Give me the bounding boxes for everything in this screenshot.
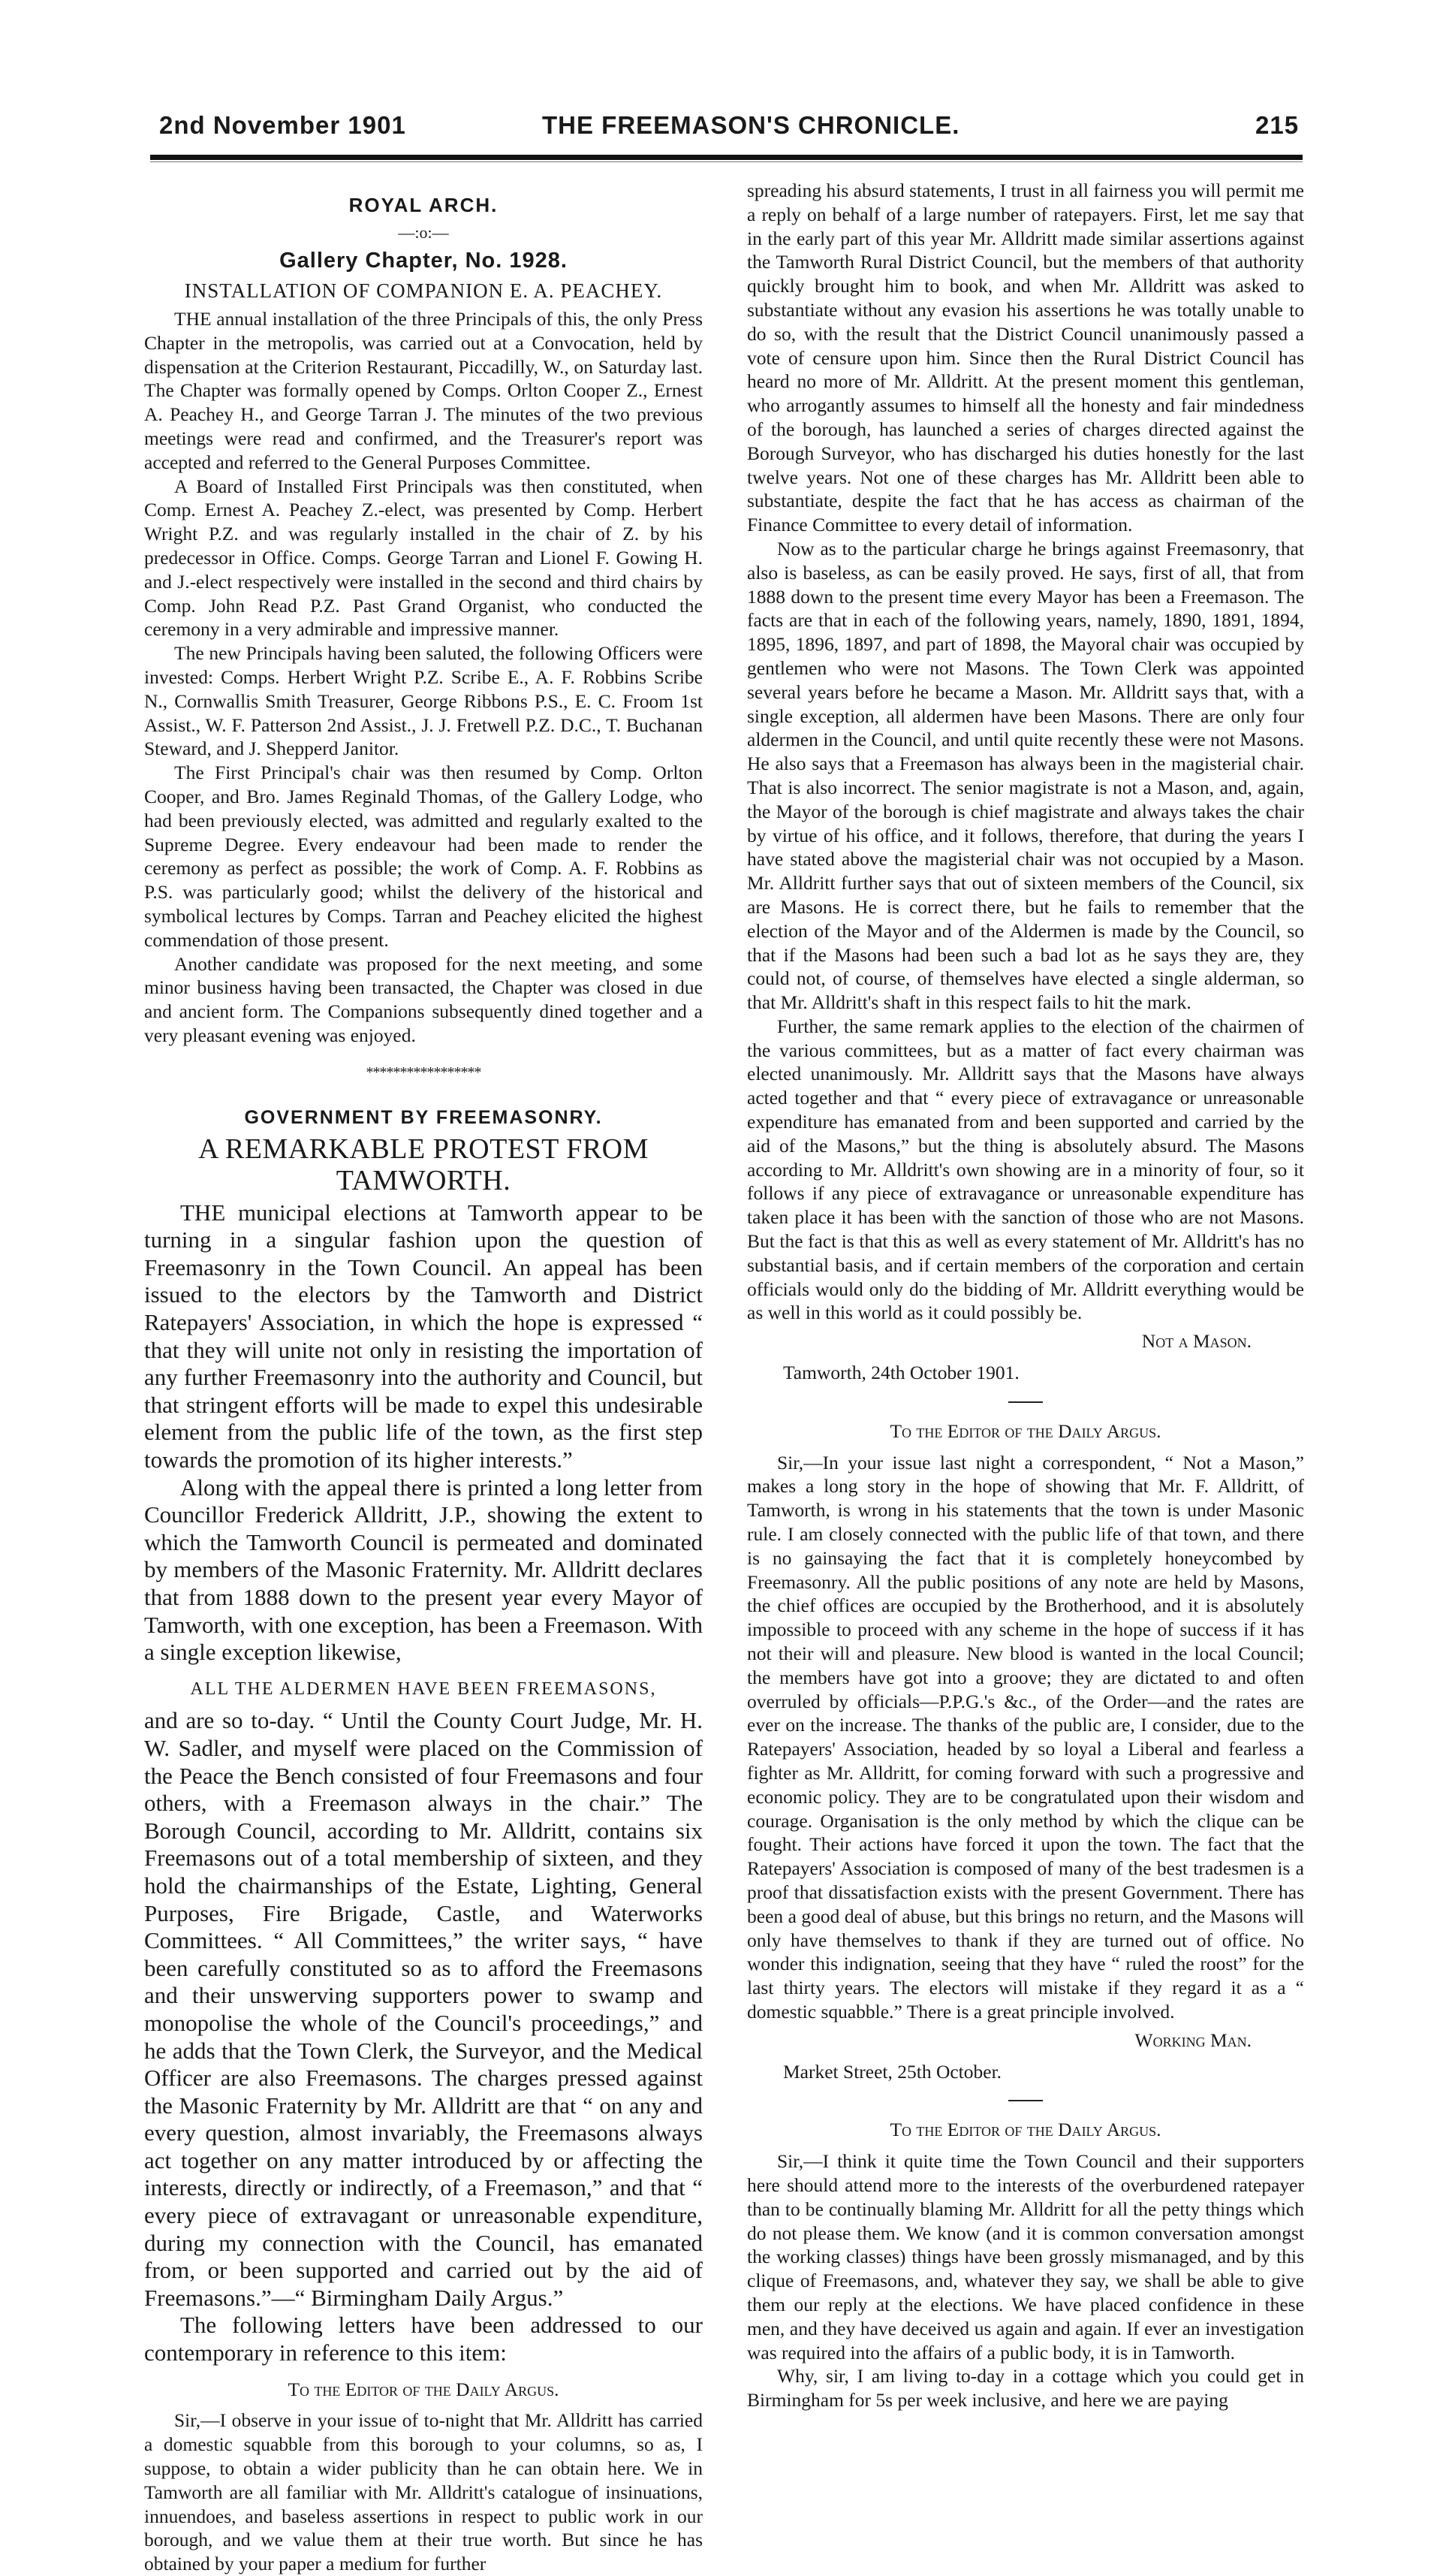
header-date: 2nd November 1901	[159, 111, 406, 139]
paragraph: THE municipal elections at Tamworth appear to be turning in a singular fashion upon the question of Freemasonry in the Town Council. An appeal has been issued to the electors by the Tamworth and District Ratepayers' Association, in which the hope is expressed “ that they will unite not only in resisting the importation of any further Freemasonry into the authority and Council, but that stringent efforts will be made to expel this undesirable element from the public life of the town, as the first step towards the promotion of its higher interests.”	[144, 1199, 703, 1474]
paragraph: and are so to-day. “ Until the County Court Judge, Mr. H. W. Sadler, and myself were placed on the Commission of the Peace the Bench consisted of four Freemasons and four others, with a Freemason always in the chair.” The Borough Council, according to Mr. Alldritt, contains six Freemasons out of a total membership of sixteen, and they hold the chairmanships of the Estate, Lighting, General Purposes, Fire Brigade, Castle, and Waterworks Committees. “ All Committees,” the writer says, “ have been carefully constituted so as to afford the Freemasons and their unswerving supporters power to swamp and monopolise the whole of the Council's proceedings,” and he adds that the Town Clerk, the Surveyor, and the Medical Officer are also Freemasons. The charges pressed against the Masonic Fraternity by Mr. Alldritt are that “ on any and every question, almost invariably, the Freemasons always act together on any matter introduced by or affecting the interests, directly or indirectly, of a Freemason,” and that “ every piece of extravagant or unreasonable expenditure, during my connection with the Council, has emanated from, or been supported and carried out by the aid of Freemasons.”—“ Birmingham Daily Argus.”	[144, 1707, 703, 2311]
signature: Working Man.	[1134, 2029, 1252, 2051]
paragraph: Sir,—I observe in your issue of to-night that Mr. Alldritt has carried a domestic squabble from this borough to your columns, so as, I suppose, to obtain a wider publicity than he can obtain here. We in Tamworth are all familiar with Mr. Alldritt's catalogue of insinuations, innuendoes, and baseless assertions in respect to public work in our borough, and we value them at their true worth. But since he has obtained by your paper a medium for further	[144, 2409, 703, 2575]
paragraph: Why, sir, I am living to-day in a cottage which you could get in Birmingham for 5s per week inclusive, and here we are paying	[747, 2365, 1304, 2412]
divider	[1008, 2100, 1043, 2101]
caps-line: ALL THE ALDERMEN HAVE BEEN FREEMASONS,	[190, 1679, 657, 1699]
royal-arch-article	[144, 307, 703, 1048]
letter-1	[144, 2378, 703, 2576]
chapter-heading: Gallery Chapter, No. 1928.	[279, 249, 568, 273]
paragraph: The new Principals having been saluted, the following Officers were invested: Comps. Herbert Wright P.Z. Scribe E., A. F. Robbins Scribe N., Cornwallis Smith Treasurer, George Ribbons P.S., E. C. Froom 1st Assist., W. F. Patterson 2nd Assist., J. J. Fretwell P.Z. D.C., T. Buchanan Steward, and J. Shepperd Janitor.	[144, 642, 703, 760]
paragraph: Now as to the particular charge he brings against Freemasonry, that also is baseless, as can be easily proved. He says, first of all, that from 1888 down to the present time every Mayor has been a Freemason. The facts are that in each of the following years, namely, 1890, 1891, 1894, 1895, 1896, 1897, and part of 1898, the Mayoral chair was occupied by gentlemen who were not Masons. The Town Clerk was appointed several years before he became a Mason. Mr. Alldritt says that, with a single exception, all aldermen have been Masons. There are only four aldermen in the Council, and until quite recently these were not Masons. He also says that a Freemason has always been in the magisterial chair. That is also incorrect. The senior magistrate is not a Mason, and, again, the Mayor of the borough is chief magistrate and always takes the chair by virtue of his office, and it follows, therefore, that during the years I have stated above the magisterial chair was not occupied by a Mason. Mr. Alldritt further says that out of sixteen members of the Council, six are Masons. He is correct there, but he fails to remember that the election of the Mayor and of the Aldermen is made by the Council, so that if the Masons had been such a bad lot as he says they are, they could not, of course, of themselves have elected a single alderman, so that Mr. Alldritt's shaft in this respect fails to hit the mark.	[747, 537, 1304, 1014]
letter-place-date: Market Street, 25th October.	[783, 2060, 1002, 2083]
letter-place-date: Tamworth, 24th October 1901.	[783, 1362, 1020, 1384]
paragraph: A Board of Installed First Principals was then constituted, when Comp. Ernest A. Peachey Z.-elect, was presented by Comp. Herbert Wright P.Z. and was regularly installed in the chair of Z. by his predecessor in Office. Comps. George Tarran and Lionel F. Gowing H. and J.-elect respectively were installed in the second and third chairs by Comp. John Read P.Z. Past Grand Organist, who conducted the ceremony in a very admirable and impressive manner.	[144, 475, 703, 641]
paragraph: Sir,—In your issue last night a correspondent, “ Not a Mason,” makes a long story in the hope of showing that Mr. F. Alldritt, of Tamworth, is wrong in his statements that the town is under Masonic rule. I am closely connected with the public life of that town, and there is no gainsaying the fact that it is completely honeycombed by Freemasonry. All the public positions of any note are held by Masons, the chief offices are occupied by the Brotherhood, and it is absolutely impossible to proceed with any scheme in the hope of success if it has not their will and pleasure. New blood is wanted in the local Council; the members have got into a groove; they are dictated to and often overruled by officials—P.P.G.'s &c., of the Order—and the rates are ever on the increase. The thanks of the public are, I consider, due to the Ratepayers' Association, headed by so loyal a Liberal and fearless a fighter as Mr. Alldritt, for coming forward with such a progressive and economic policy. They are to be congratulated upon their wisdom and courage. Organisation is the only method by which the clique can be fought. Their actions have forced it upon the town. The fact that the Ratepayers' Association is composed of many of the best tradesmen is a proof that dissatisfaction exists with the present Government. There has been a good deal of abuse, but this brings no return, and the Masons will only have themselves to thank if they are turned out of office. No wonder this indignation, seeing that they have “ ruled the roost” for the last thirty years. The electors will mistake if they regard it as a “ domestic squabble.” There is a great principle involved.	[747, 1451, 1304, 2022]
paragraph: Along with the appeal there is printed a long letter from Councillor Frederick Alldritt, J.P., showing the extent to which the Tamworth Council is permeated and dominated by members of the Masonic Fraternity. Mr. Alldritt declares that from 1888 down to the present year every Mayor of Tamworth, with one exception, has been a Freemason. With a single exception likewise,	[144, 1474, 703, 1666]
letter-address-text: To the Editor of the Daily Argus.	[890, 1419, 1161, 1442]
installation-subheading: INSTALLATION OF COMPANION E. A. PEACHEY.	[184, 279, 663, 302]
letter-address	[144, 2378, 703, 2402]
letter-address-text: To the Editor of the Daily Argus.	[890, 2119, 1161, 2141]
right-column	[747, 179, 1304, 2412]
ornament: —:o:—	[398, 223, 449, 242]
header-title: THE FREEMASON'S CHRONICLE.	[542, 111, 960, 139]
separator: *****************	[366, 1063, 481, 1081]
paragraph: Sir,—I think it quite time the Town Council and their supporters here should attend more to the interests of the overburdened ratepayer than to be continually blaming Mr. Alldritt for all the petty things which do not please them. We know (and it is common conversation amongst the working classes) things have been grossly mismanaged, and by this clique of Freemasons, and, whatever they say, we shall be able to give them our reply at the elections. We have placed confidence in these men, and they have deceived us again and again. If ever an investigation was required into the affairs of a public body, it is in Tamworth.	[747, 2150, 1304, 2363]
letter-address	[747, 2118, 1304, 2142]
paragraph: Further, the same remark applies to the election of the chairmen of the various committees, but as a matter of fact every chairman was elected unanimously. Mr. Alldritt says that the Masons have always acted together and that “ every piece of extravagance or unreasonable expenditure has emanated from and been supported and carried by the aid of the Masons,” but the thing is absolutely absurd. The Masons according to Mr. Alldritt's own showing are in a minority of four, so it follows if any piece of extravagance or unreasonable expenditure has taken place it has been with the sanction of those who are not Masons. But the fact is that this as well as every statement of Mr. Alldritt's has no substantial basis, and if certain members of the corporation and certain officials would only do the bidding of Mr. Alldritt everything would be as well in this world as it could possibly be.	[747, 1015, 1304, 1324]
header-rule	[150, 155, 1303, 160]
left-column	[144, 194, 703, 2576]
government-article	[144, 1199, 703, 2367]
page-number: 215	[1255, 111, 1300, 139]
letter-address	[747, 1419, 1304, 1443]
section-heading-royal-arch: ROYAL ARCH.	[348, 194, 499, 216]
paragraph: THE annual installation of the three Principals of this, the only Press Chapter in the metropolis, was carried out at a Convocation, held by dispensation at the Criterion Restaurant, Piccadilly, W., on Saturday last. The Chapter was formally opened by Comps. Orlton Cooper Z., Ernest A. Peachey H., and George Tarran J. The minutes of the two previous meetings were read and confirmed, and the Treasurer's report was accepted and referred to the General Purposes Committee.	[144, 308, 703, 473]
paragraph: spreading his absurd statements, I trust in all fairness you will permit me a reply on behalf of a large number of ratepayers. First, let me say that in the early part of this year Mr. Alldritt made similar assertions against the Tamworth Rural District Council, but the members of that authority quickly brought him to book, and when Mr. Alldritt was asked to substantiate without any evasion his assertions he was totally unable to do so, with the result that the District Council unanimously passed a vote of censure upon him. Since then the Rural District Council has heard no more of Mr. Alldritt. At the present moment this gentleman, who arrogantly assumes to himself all the honesty and fair mindedness of the borough, has launched a series of charges directed against the Borough Surveyor, who has discharged his duties honestly for the last twelve years. Not one of these charges has Mr. Alldritt been able to substantiate, despite the fact that he has access as chairman of the Finance Committee to every detail of information.	[747, 179, 1304, 536]
header-rule-thin	[150, 161, 1303, 162]
paragraph: The following letters have been addressed to our contemporary in reference to this item:	[144, 2312, 703, 2366]
paragraph: Another candidate was proposed for the next meeting, and some minor business having been transacted, the Chapter was closed in due and ancient form. The Companions subsequently dined together and a very pleasant evening was enjoyed.	[144, 952, 703, 1046]
paragraph: The First Principal's chair was then resumed by Comp. Orlton Cooper, and Bro. James Reginald Thomas, of the Gallery Lodge, who had been previously elected, was admitted and regularly exalted to the Supreme Degree. Every endeavour had been made to render the ceremony as perfect as possible; the work of Comp. A. F. Robbins as P.S. was particularly good; whilst the delivery of the historical and symbolical lectures by Comps. Tarran and Peachey elicited the highest commendation of those present.	[144, 762, 703, 951]
divider	[1008, 1401, 1043, 1403]
article-subheading: A REMARKABLE PROTEST FROM TAMWORTH.	[198, 1133, 649, 1196]
signature: Not a Mason.	[1141, 1330, 1252, 1353]
letter-address-text: To the Editor of the Daily Argus.	[288, 2378, 559, 2400]
section-heading-government: GOVERNMENT BY FREEMASONRY.	[244, 1106, 603, 1128]
